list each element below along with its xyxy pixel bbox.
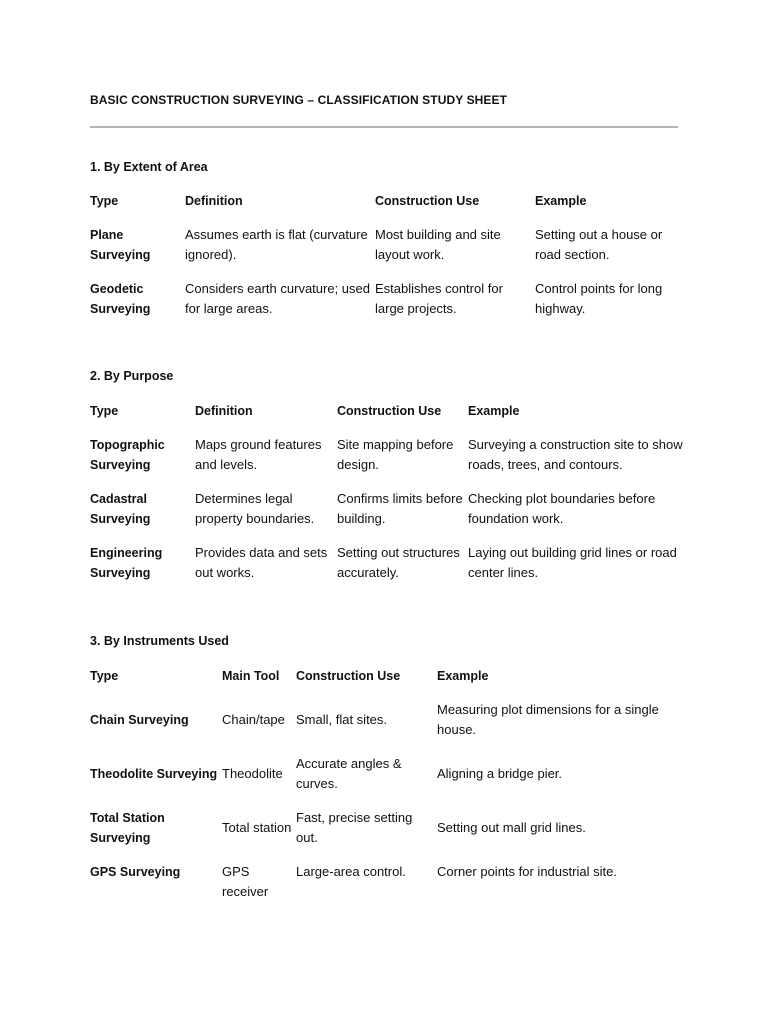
column-header: Definition: [195, 404, 253, 418]
table-row: [90, 279, 680, 333]
type-cell: Geodetic Surveying: [90, 282, 151, 316]
example-cell: Setting out mall grid lines.: [437, 820, 586, 835]
example-cell: Laying out building grid lines or road center lines.: [468, 545, 677, 580]
example-cell: Control points for long highway.: [535, 281, 663, 316]
horizontal-divider: [90, 126, 678, 128]
example-cell: Measuring plot dimensions for a single house.: [437, 702, 659, 737]
column-header: Type: [90, 194, 119, 208]
main-tool-cell: Chain/tape: [222, 712, 285, 727]
main-tool-cell: Theodolite: [222, 766, 283, 781]
type-cell: Engineering Surveying: [90, 546, 163, 580]
table-header-row: [90, 667, 690, 700]
table-row: [90, 808, 690, 862]
table-row: [90, 754, 690, 808]
definition-cell: Determines legal property boundaries.: [195, 491, 315, 526]
construction-use-cell: Small, flat sites.: [296, 712, 388, 727]
definition-cell: Considers earth curvature; used for large areas.: [185, 281, 370, 316]
construction-use-cell: Fast, precise setting out.: [296, 810, 413, 845]
section-heading-extent-of-area: 1. By Extent of Area: [90, 160, 208, 174]
table-purpose: [90, 402, 690, 597]
type-cell: Topographic Surveying: [90, 438, 165, 472]
example-cell: Surveying a construction site to show roads, trees, and contours.: [468, 437, 683, 472]
table-extent-of-area: [90, 192, 680, 333]
column-header: Example: [468, 404, 520, 418]
construction-use-cell: Most building and site layout work.: [375, 227, 501, 262]
table-row: [90, 435, 690, 489]
construction-use-cell: Establishes control for large projects.: [375, 281, 503, 316]
definition-cell: Assumes earth is flat (curvature ignored).: [185, 227, 368, 262]
table-row: [90, 862, 690, 916]
column-header: Example: [535, 194, 587, 208]
column-header: Definition: [185, 194, 243, 208]
table-header-row: [90, 402, 690, 435]
construction-use-cell: Setting out structures accurately.: [337, 545, 460, 580]
type-cell: Total Station Surveying: [90, 811, 165, 845]
construction-use-cell: Large-area control.: [296, 864, 406, 879]
section-heading-instruments-used: 3. By Instruments Used: [90, 634, 229, 648]
table-row: [90, 225, 680, 279]
type-cell: Theodolite Surveying: [90, 767, 218, 781]
example-cell: Setting out a house or road section.: [535, 227, 663, 262]
table-header-row: [90, 192, 680, 225]
construction-use-cell: Site mapping before design.: [337, 437, 454, 472]
definition-cell: Provides data and sets out works.: [195, 545, 328, 580]
column-header: Example: [437, 669, 489, 683]
column-header: Type: [90, 404, 119, 418]
construction-use-cell: Confirms limits before building.: [337, 491, 463, 526]
main-tool-cell: Total station: [222, 820, 292, 835]
column-header: Construction Use: [296, 669, 401, 683]
main-tool-cell: GPS receiver: [222, 864, 269, 899]
definition-cell: Maps ground features and levels.: [195, 437, 322, 472]
example-cell: Checking plot boundaries before foundation work.: [468, 491, 656, 526]
table-instruments-used: [90, 667, 690, 916]
section-heading-purpose: 2. By Purpose: [90, 369, 174, 383]
type-cell: Chain Surveying: [90, 713, 189, 727]
column-header: Construction Use: [337, 404, 442, 418]
page-title: BASIC CONSTRUCTION SURVEYING – CLASSIFICATION STUDY SHEET: [90, 93, 508, 107]
type-cell: Cadastral Surveying: [90, 492, 151, 526]
table-row: [90, 543, 690, 597]
example-cell: Aligning a bridge pier.: [437, 766, 563, 781]
example-cell: Corner points for industrial site.: [437, 864, 617, 879]
column-header: Construction Use: [375, 194, 480, 208]
table-row: [90, 700, 690, 754]
type-cell: Plane Surveying: [90, 228, 151, 262]
column-header: Main Tool: [222, 669, 280, 683]
table-row: [90, 489, 690, 543]
column-header: Type: [90, 669, 119, 683]
construction-use-cell: Accurate angles & curves.: [296, 756, 402, 791]
type-cell: GPS Surveying: [90, 865, 181, 879]
